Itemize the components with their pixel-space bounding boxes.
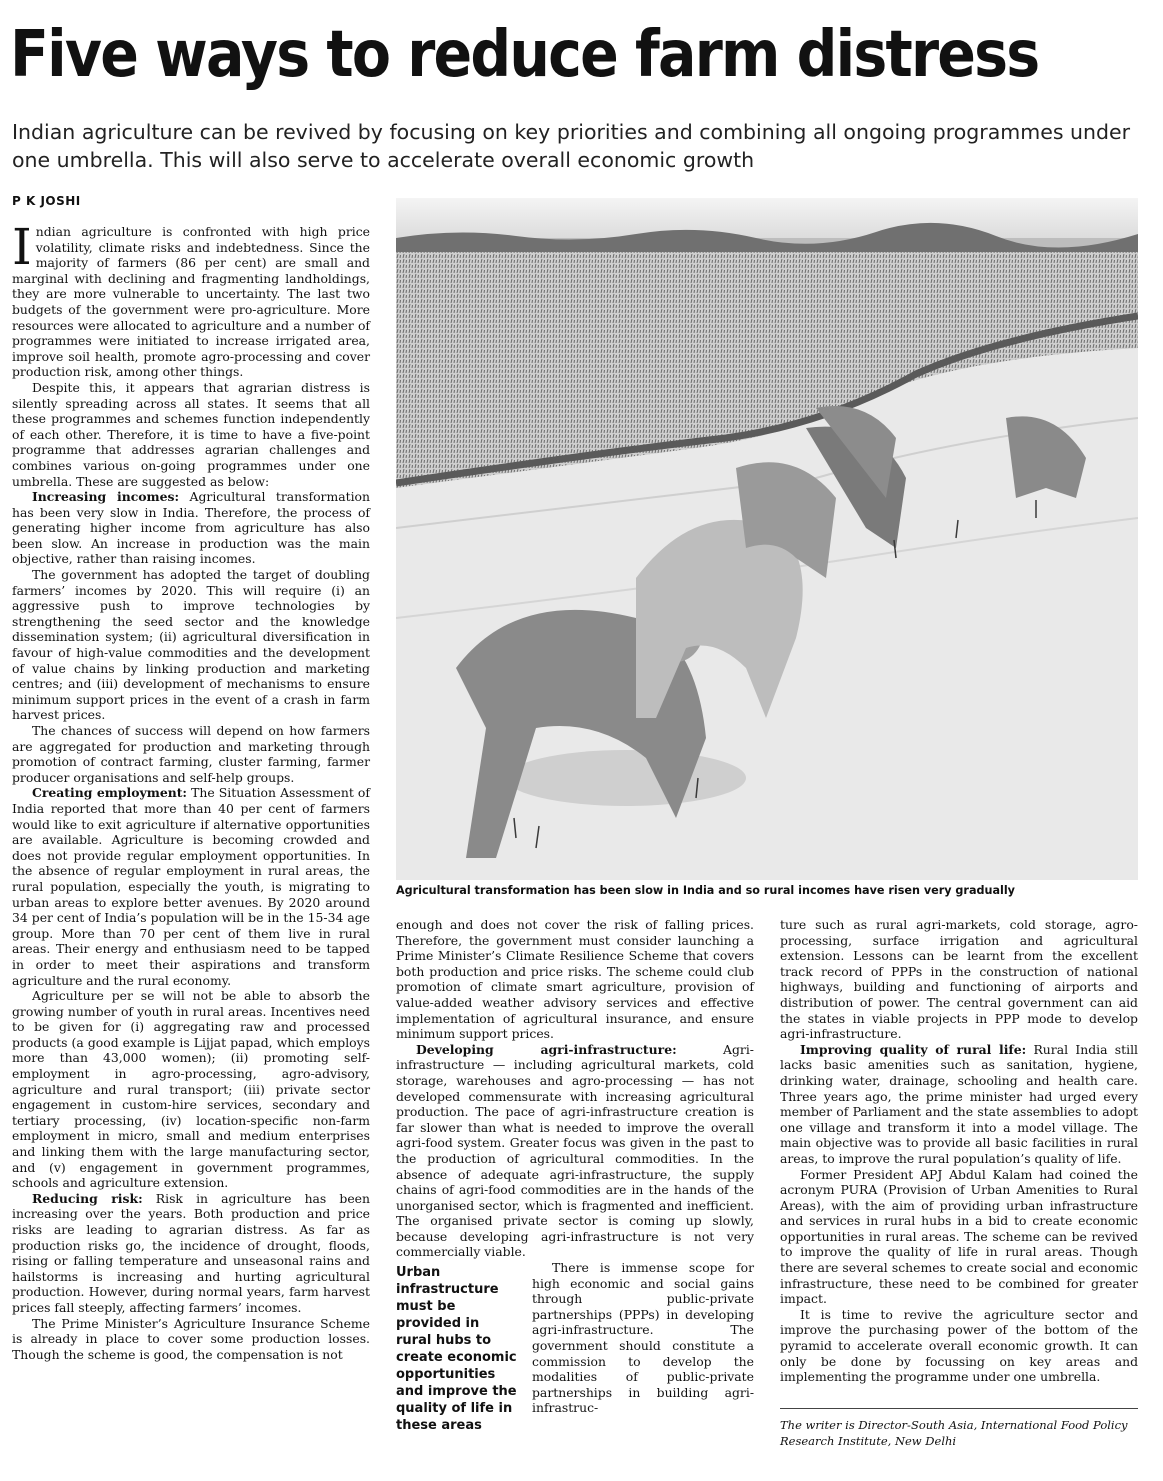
subhead-creating-employment: Creating employment: (32, 785, 188, 801)
subhead-increasing-incomes: Increasing incomes: (32, 489, 180, 505)
section-text: Risk in agriculture has been increasing over the years. Both production and price risks are leading to agrarian distress. As far as production risks go, the incidence of drought, floods, rising or falling temperature and unseasonal rains and hailstorms is increasing and hurting agricultural production. However, during normal years, farm harvest prices fall steeply, affecting farmers’ incomes. (12, 1190, 370, 1315)
paragraph: Agriculture per se will not be able to absorb the growing number of youth in rural areas. Incentives need to be given for (i) aggregating raw and processed products (a good example is Lijjat papad, which employs more than 43,000 women); (ii) promoting self-employment in agro-processing, agro-advisory, agriculture and rural transport; (iii) private sector engagement in custom-hire services, secondary and tertiary processing, (iv) location-specific non-farm employment in micro, small and medium enterprises and linking them with the large manufacturing sector, and (v) engagement in government programmes, schools and agriculture extension. (12, 988, 370, 1191)
photo-caption: Agricultural transformation has been slow in India and so rural incomes have risen very gradually (396, 884, 1015, 897)
paragraph: Despite this, it appears that agrarian distress is silently spreading across all states. It seems that all these programmes and schemes function independently of each other. Therefore, it is time to have a five-point programme that addresses agrarian challenges and combines various on-going programmes under one umbrella. These are suggested as below: (12, 379, 370, 489)
paragraph: There is immense scope for high economic and social gains through public-private partnerships (PPPs) in developing agri-infrastructure. The government should constitute a commission to develop the modalities of public-private partnerships in building agri-infrastruc- (532, 1260, 754, 1416)
paragraph: It is time to revive the agriculture sector and improve the purchasing power of the bottom of the pyramid to accelerate overall economic growth. It can only be done by focussing on key areas and implementing the programme under one umbrella. (780, 1306, 1138, 1385)
section-risk (12, 1191, 370, 1316)
divider (780, 1408, 1138, 1409)
paragraph: Former President APJ Abdul Kalam had coined the acronym PURA (Provision of Urban Amenities to Rural Areas), with the aim of providing urban infrastructure and services in rural hubs in a bid to create economic opportunities in rural areas. The scheme can be revived to improve the quality of life in rural areas. Though there are several schemes to create social and economic infrastructure, these need to be combined for greater impact. (780, 1166, 1138, 1307)
byline: P K JOSHI (12, 194, 81, 208)
intro-text: ndian agriculture is confronted with high price volatility, climate risks and indebtedness. Since the majority of farmers (86 per cent) are small and marginal with declining and fragmenting landholdings, they are more vulnerable to uncertainty. The last two budgets of the government were pro-agriculture. More resources were allocated to agriculture and a number of programmes were initiated to increase irrigated area, improve soil health, promote agro-processing and cover production risk, among other things. (12, 224, 370, 380)
deck: Indian agriculture can be revived by focusing on key priorities and combining all ongoing programmes under one umbrella. This will also serve to accelerate overall economic growth (12, 120, 1131, 172)
paragraph: The chances of success will depend on how farmers are aggregated for production and marketing through promotion of contract farming, cluster farming, farmer producer organisations and self-help groups. (12, 723, 370, 785)
subhead-reducing-risk: Reducing risk: (32, 1190, 143, 1206)
writer-note: The writer is Director-South Asia, International Food Policy Research Institute, New Delhi (780, 1418, 1128, 1448)
pull-quote: Urban infrastructure must be provided in rural hubs to create economic opportunities and improve the quality of life in these areas (396, 1265, 517, 1434)
section-employment (12, 785, 370, 988)
photo-illustration (396, 198, 1138, 880)
paragraph: enough and does not cover the risk of falling prices. Therefore, the government must consider launching a Prime Minister’s Climate Resilience Scheme that covers both production and price risks. The scheme could club promotion of climate smart agriculture, provision of value-added weather advisory services and effective implementation of agricultural insurance, and ensure minimum support prices. (396, 917, 754, 1042)
subhead-improving-quality-of-rural-life: Improving quality of rural life: (800, 1041, 1027, 1057)
paragraph: ture such as rural agri-markets, cold storage, agro-processing, surface irrigation and agricultural extension. Lessons can be learnt from the excellent track record of PPPs in the construction of national highways, building and functioning of airports and distribution of power. The central government can aid the states in viable projects in PPP mode to develop agri-infrastructure. (780, 917, 1138, 1042)
subhead-developing-agri-infrastructure: Developing agri-infrastructure: (416, 1041, 677, 1057)
section-rural-life (780, 1042, 1138, 1167)
section-text: Rural India still lacks basic amenities such as sanitation, hygiene, drinking water, drainage, schooling and health care. Three years ago, the prime minister had urged every member of Parliament and the state assemblies to adopt one village and transform it into a model village. The main objective was to provide all basic facilities in rural areas, to improve the rural population’s quality of life. (780, 1041, 1139, 1166)
intro-paragraph (12, 218, 370, 380)
section-infrastructure (396, 1042, 754, 1260)
paragraph: The Prime Minister’s Agriculture Insurance Scheme is already in place to cover some production losses. Though the scheme is good, the compensation is not (12, 1315, 370, 1362)
drop-cap: I (12, 218, 32, 276)
column-1 (12, 218, 370, 1362)
column-3 (780, 917, 1138, 1385)
section-incomes (12, 489, 370, 567)
section-text: Agri-infrastructure — including agricultural markets, cold storage, warehouses and agro-processing — has not developed commensurate with increasing agricultural production. The pace of agri-infrastructure creation is far slower than what is needed to improve the overall agri-food system. Greater focus was given in the past to the production of agricultural commodities. In the absence of adequate agri-infrastructure, the supply chains of agri-food commodities are in the hands of the unorganised sector, which is fragmented and inefficient. The organised private sector is coming up slowly, because developing agri-infrastructure is not very commercially viable. (396, 1041, 754, 1260)
headline: Five ways to reduce farm distress (10, 18, 1039, 92)
section-text: The Situation Assessment of India reported that more than 40 per cent of farmers would like to exit agriculture if alternative opportunities are available. Agriculture is becoming crowded and does not provide regular employment opportunities. In the absence of regular employment in rural areas, the rural population, especially the youth, is migrating to urban areas to explore better avenues. By 2020 around 34 per cent of India’s population will be in the 15-34 age group. More than 70 per cent of them live in rural areas. Their energy and enthusiasm need to be tapped in order to meet their aspirations and transform agriculture and the rural economy. (12, 785, 370, 988)
rice-transplanting-photo (396, 198, 1138, 880)
column-2 (396, 917, 754, 1438)
paragraph: The government has adopted the target of doubling farmers’ incomes by 2020. This will require (i) an aggressive push to improve technologies by strengthening the seed sector and the knowledge dissemination system; (ii) agricultural diversification in favour of high-value commodities and the development of value chains by linking production and marketing centres; and (iii) development of mechanisms to ensure minimum support prices in the event of a crash in farm harvest prices. (12, 567, 370, 723)
section-text: Agricultural transformation has been very slow in India. Therefore, the process of generating higher income from agriculture has also been slow. An increase in production was the main objective, rather than raising incomes. (12, 489, 370, 567)
